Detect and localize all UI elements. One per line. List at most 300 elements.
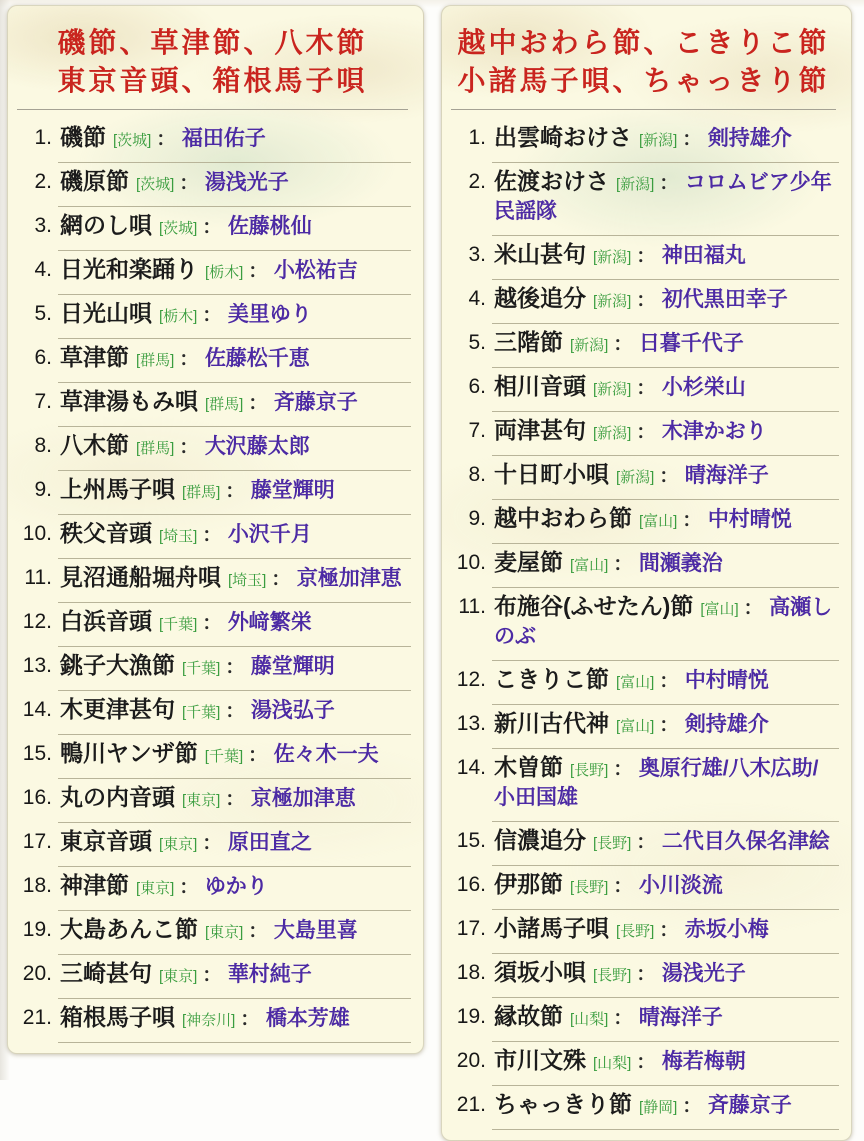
artist-link[interactable]: 赤坂小梅 xyxy=(684,918,769,941)
track-item xyxy=(14,691,411,735)
track-item xyxy=(448,163,839,236)
prefecture-tag: [新潟] xyxy=(616,469,655,486)
colon-separator: ： xyxy=(179,349,199,370)
track-number: 2. xyxy=(468,170,486,193)
colon-separator: ： xyxy=(202,525,222,546)
track-number: 19. xyxy=(22,918,52,941)
artist-link[interactable]: 斉藤京子 xyxy=(273,391,358,414)
track-content xyxy=(58,647,411,691)
song-list-card-left xyxy=(7,5,424,1054)
artist-link[interactable]: 小杉栄山 xyxy=(661,376,746,399)
artist-link[interactable]: 晴海洋子 xyxy=(638,1006,723,1029)
prefecture-tag: [長野] xyxy=(616,923,655,940)
track-title: 日光山唄 xyxy=(60,300,152,326)
prefecture-tag: [千葉] xyxy=(182,704,221,721)
track-item xyxy=(14,339,411,383)
track-content xyxy=(492,910,839,954)
artist-link[interactable]: 藤堂輝明 xyxy=(250,479,335,502)
track-number: 3. xyxy=(468,243,486,266)
track-item xyxy=(448,544,839,588)
colon-separator: ： xyxy=(659,671,679,692)
colon-separator: ： xyxy=(240,1009,260,1030)
track-content xyxy=(58,383,411,427)
track-item xyxy=(448,866,839,910)
prefecture-tag: [新潟] xyxy=(593,425,632,442)
artist-link[interactable]: 湯浅光子 xyxy=(204,171,289,194)
colon-separator: ： xyxy=(636,964,656,985)
prefecture-tag: [群馬] xyxy=(182,484,221,501)
track-number: 6. xyxy=(34,346,52,369)
track-item xyxy=(14,119,411,163)
prefecture-tag: [群馬] xyxy=(205,396,244,413)
artist-link[interactable]: 奥原行雄/八木広助/小田国雄 xyxy=(494,757,819,809)
track-title: 伊那節 xyxy=(494,871,563,897)
artist-link[interactable]: 外﨑繁栄 xyxy=(227,611,312,634)
artist-link[interactable]: 二代目久保名津絵 xyxy=(661,830,830,853)
track-content xyxy=(492,324,839,368)
colon-separator: ： xyxy=(613,554,633,575)
track-title: 縁故節 xyxy=(494,1003,563,1029)
artist-link[interactable]: 小沢千月 xyxy=(227,523,312,546)
track-content xyxy=(492,822,839,866)
artist-link[interactable]: 美里ゆり xyxy=(227,303,312,326)
artist-link[interactable]: 初代黒田幸子 xyxy=(661,288,788,311)
track-item xyxy=(14,955,411,999)
prefecture-tag: [茨城] xyxy=(136,176,175,193)
track-content xyxy=(492,163,839,236)
track-title: 小諸馬子唄 xyxy=(494,915,609,941)
track-title: 越後追分 xyxy=(494,285,586,311)
card-title-line2: 小諸馬子唄、ちゃっきり節 xyxy=(457,65,830,96)
track-title: 新川古代神 xyxy=(494,710,609,736)
track-title: 木更津甚句 xyxy=(60,696,175,722)
track-number: 18. xyxy=(456,961,486,984)
artist-link[interactable]: 間瀬義治 xyxy=(638,552,723,575)
track-title: こきりこ節 xyxy=(494,666,609,692)
track-number: 12. xyxy=(456,668,486,691)
track-content xyxy=(58,471,411,515)
artist-link[interactable]: 高瀬しのぶ xyxy=(494,596,833,648)
track-title: 信濃追分 xyxy=(494,827,586,853)
artist-link[interactable]: 福田佑子 xyxy=(181,127,266,150)
prefecture-tag: [千葉] xyxy=(204,748,244,765)
colon-separator: ： xyxy=(179,877,199,898)
track-number: 21. xyxy=(456,1093,486,1116)
track-title: 市川文殊 xyxy=(494,1047,586,1073)
track-content xyxy=(492,954,839,998)
artist-link[interactable]: ゆかり xyxy=(204,875,268,898)
artist-link[interactable]: 佐々木一夫 xyxy=(273,743,379,766)
colon-separator: ： xyxy=(636,1052,656,1073)
track-title: 上州馬子唄 xyxy=(60,476,175,502)
track-item xyxy=(14,163,411,207)
track-item xyxy=(448,705,839,749)
track-item xyxy=(14,515,411,559)
colon-separator: ： xyxy=(156,129,176,150)
track-item xyxy=(14,911,411,955)
track-item xyxy=(448,998,839,1042)
prefecture-tag: [千葉] xyxy=(159,616,198,633)
track-content xyxy=(492,1086,839,1130)
track-title: 日光和楽踊り xyxy=(60,256,198,282)
card-title-line1: 磯節、草津節、八木節 xyxy=(57,27,368,58)
prefecture-tag: [新潟] xyxy=(593,293,632,310)
track-title: 布施谷(ふせたん)節 xyxy=(494,593,694,619)
track-title: 麦屋節 xyxy=(494,549,563,575)
prefecture-tag: [東京] xyxy=(136,880,175,897)
track-item xyxy=(14,471,411,515)
colon-separator: ： xyxy=(179,173,199,194)
artist-link[interactable]: 佐藤桃仙 xyxy=(227,215,312,238)
track-title: 東京音頭 xyxy=(60,828,152,854)
track-number: 10. xyxy=(456,551,486,574)
song-list-card-right xyxy=(441,5,852,1141)
track-title: 秩父音頭 xyxy=(60,520,152,546)
track-item xyxy=(448,412,839,456)
track-item xyxy=(448,456,839,500)
colon-separator: ： xyxy=(202,833,222,854)
prefecture-tag: [千葉] xyxy=(182,660,221,677)
track-content xyxy=(58,515,411,559)
track-content xyxy=(58,911,411,955)
track-item xyxy=(448,954,839,998)
track-list-left xyxy=(14,119,411,1043)
colon-separator: ： xyxy=(682,510,702,531)
track-item xyxy=(14,647,411,691)
artist-link[interactable]: 晴海洋子 xyxy=(684,464,769,487)
colon-separator: ： xyxy=(613,334,633,355)
track-title: 佐渡おけさ xyxy=(494,168,609,194)
artist-link[interactable]: 梅若梅朝 xyxy=(661,1050,746,1073)
track-number: 14. xyxy=(22,698,52,721)
colon-separator: ： xyxy=(225,701,245,722)
track-number: 1. xyxy=(468,126,486,149)
colon-separator: ： xyxy=(682,1096,702,1117)
prefecture-tag: [新潟] xyxy=(616,176,655,193)
track-content xyxy=(58,823,411,867)
colon-separator: ： xyxy=(613,1008,633,1029)
colon-separator: ： xyxy=(248,745,268,766)
track-number: 7. xyxy=(468,419,486,442)
track-content xyxy=(492,705,839,749)
prefecture-tag: [富山] xyxy=(700,601,739,618)
artist-link[interactable]: 中村晴悦 xyxy=(707,508,792,531)
colon-separator: ： xyxy=(248,261,268,282)
artist-link[interactable]: 橋本芳雄 xyxy=(265,1007,350,1030)
track-content xyxy=(58,691,411,735)
track-content xyxy=(492,588,839,661)
track-item xyxy=(448,280,839,324)
track-number: 5. xyxy=(468,331,486,354)
artist-link[interactable]: 斉藤京子 xyxy=(707,1094,792,1117)
prefecture-tag: [新潟] xyxy=(570,337,609,354)
track-item xyxy=(448,368,839,412)
prefecture-tag: [富山] xyxy=(639,513,678,530)
prefecture-tag: [東京] xyxy=(159,836,198,853)
track-content xyxy=(58,119,411,163)
track-item xyxy=(14,867,411,911)
prefecture-tag: [群馬] xyxy=(136,352,175,369)
track-number: 16. xyxy=(456,873,486,896)
prefecture-tag: [新潟] xyxy=(639,132,678,149)
artist-link[interactable]: 剣持雄介 xyxy=(684,713,769,736)
track-title: 米山甚句 xyxy=(494,241,586,267)
track-item xyxy=(448,1086,839,1130)
colon-separator: ： xyxy=(179,437,199,458)
track-title: 箱根馬子唄 xyxy=(60,1004,175,1030)
artist-link[interactable]: 日暮千代子 xyxy=(638,332,744,355)
colon-separator: ： xyxy=(225,481,245,502)
prefecture-tag: [長野] xyxy=(570,762,609,779)
track-item xyxy=(448,749,839,822)
track-content xyxy=(492,1042,839,1086)
artist-link[interactable]: 木津かおり xyxy=(661,420,767,443)
track-content xyxy=(492,280,839,324)
track-number: 14. xyxy=(456,756,486,779)
track-item xyxy=(14,603,411,647)
artist-link[interactable]: 原田直之 xyxy=(227,831,312,854)
track-content xyxy=(492,119,839,163)
artist-link[interactable]: 小川淡流 xyxy=(638,874,723,897)
colon-separator: ： xyxy=(636,832,656,853)
track-number: 17. xyxy=(22,830,52,853)
track-item xyxy=(448,822,839,866)
track-content xyxy=(492,500,839,544)
artist-link[interactable]: 京極加津恵 xyxy=(296,567,402,590)
track-content xyxy=(58,779,411,823)
track-content xyxy=(58,955,411,999)
prefecture-tag: [群馬] xyxy=(136,440,175,457)
colon-separator: ： xyxy=(613,759,633,780)
track-content xyxy=(58,207,411,251)
track-number: 20. xyxy=(22,962,52,985)
colon-separator: ： xyxy=(636,378,656,399)
artist-link[interactable]: 京極加津恵 xyxy=(250,787,356,810)
track-number: 9. xyxy=(468,507,486,530)
colon-separator: ： xyxy=(682,129,702,150)
title-divider xyxy=(17,109,408,110)
track-number: 2. xyxy=(34,170,52,193)
track-item xyxy=(14,823,411,867)
colon-separator: ： xyxy=(743,598,763,619)
track-number: 19. xyxy=(456,1005,486,1028)
prefecture-tag: [栃木] xyxy=(205,264,244,281)
prefecture-tag: [茨城] xyxy=(159,220,198,237)
track-title: 銚子大漁節 xyxy=(60,652,175,678)
track-content xyxy=(492,866,839,910)
prefecture-tag: [栃木] xyxy=(159,308,198,325)
prefecture-tag: [長野] xyxy=(570,879,609,896)
track-number: 17. xyxy=(456,917,486,940)
track-content xyxy=(492,236,839,280)
colon-separator: ： xyxy=(636,246,656,267)
track-item xyxy=(14,383,411,427)
track-content xyxy=(492,368,839,412)
artist-link[interactable]: 湯浅光子 xyxy=(661,962,746,985)
track-item xyxy=(448,236,839,280)
artist-link[interactable]: 剣持雄介 xyxy=(707,127,792,150)
track-number: 20. xyxy=(456,1049,486,1072)
track-title: 両津甚句 xyxy=(494,417,586,443)
card-title-left xyxy=(14,24,411,100)
track-number: 12. xyxy=(22,610,52,633)
track-title: 木曽節 xyxy=(494,754,563,780)
track-title: 見沼通船堀舟唄 xyxy=(60,564,221,590)
track-number: 13. xyxy=(22,654,52,677)
track-title: 草津湯もみ唄 xyxy=(60,388,198,414)
track-title: 越中おわら節 xyxy=(494,505,632,531)
track-number: 15. xyxy=(22,742,52,765)
colon-separator: ： xyxy=(202,217,222,238)
track-number: 11. xyxy=(24,566,52,589)
track-title: ちゃっきり節 xyxy=(494,1091,632,1117)
prefecture-tag: [長野] xyxy=(593,967,632,984)
artist-link[interactable]: 小松祐吉 xyxy=(273,259,358,282)
colon-separator: ： xyxy=(659,173,679,194)
prefecture-tag: [神奈川] xyxy=(182,1012,236,1029)
artist-link[interactable]: 湯浅弘子 xyxy=(250,699,335,722)
track-number: 21. xyxy=(22,1006,52,1029)
track-content xyxy=(58,339,411,383)
track-number: 18. xyxy=(22,874,52,897)
track-number: 3. xyxy=(34,214,52,237)
track-title: 相川音頭 xyxy=(494,373,586,399)
track-number: 1. xyxy=(34,126,52,149)
track-content xyxy=(492,661,839,705)
track-title: 丸の内音頭 xyxy=(60,784,175,810)
colon-separator: ： xyxy=(659,920,679,941)
prefecture-tag: [静岡] xyxy=(639,1099,678,1116)
artist-link[interactable]: 佐藤松千恵 xyxy=(204,347,310,370)
track-content xyxy=(492,412,839,456)
artist-link[interactable]: 大沢藤太郎 xyxy=(204,435,310,458)
track-item xyxy=(14,295,411,339)
track-content xyxy=(58,867,411,911)
colon-separator: ： xyxy=(659,715,679,736)
prefecture-tag: [富山] xyxy=(570,557,609,574)
colon-separator: ： xyxy=(271,569,291,590)
track-content xyxy=(58,559,411,603)
track-title: 大島あんこ節 xyxy=(60,916,198,942)
colon-separator: ： xyxy=(636,422,656,443)
track-content xyxy=(58,427,411,471)
prefecture-tag: [東京] xyxy=(205,924,244,941)
track-item xyxy=(448,500,839,544)
artist-link[interactable]: 大島里喜 xyxy=(273,919,358,942)
track-content xyxy=(492,544,839,588)
track-title: 出雲崎おけさ xyxy=(494,124,632,150)
track-content xyxy=(492,456,839,500)
colon-separator: ： xyxy=(659,466,679,487)
track-title: 十日町小唄 xyxy=(494,461,609,487)
prefecture-tag: [山梨] xyxy=(570,1011,609,1028)
track-title: 白浜音頭 xyxy=(60,608,152,634)
track-content xyxy=(492,749,839,822)
track-title: 鴨川ヤンザ節 xyxy=(60,740,198,766)
track-number: 7. xyxy=(34,390,52,413)
track-number: 6. xyxy=(468,375,486,398)
track-item xyxy=(14,735,411,779)
track-item xyxy=(14,779,411,823)
colon-separator: ： xyxy=(613,876,633,897)
track-number: 4. xyxy=(34,258,52,281)
track-content xyxy=(492,998,839,1042)
track-item xyxy=(448,324,839,368)
track-number: 5. xyxy=(34,302,52,325)
track-content xyxy=(58,163,411,207)
colon-separator: ： xyxy=(636,290,656,311)
prefecture-tag: [富山] xyxy=(616,674,655,691)
track-item xyxy=(14,251,411,295)
track-title: 神津節 xyxy=(60,872,129,898)
colon-separator: ： xyxy=(225,657,245,678)
artist-link[interactable]: コロムビア少年民謡隊 xyxy=(494,171,832,223)
track-content xyxy=(58,603,411,647)
colon-separator: ： xyxy=(202,613,222,634)
prefecture-tag: [山梨] xyxy=(593,1055,632,1072)
prefecture-tag: [長野] xyxy=(593,835,632,852)
track-item xyxy=(14,427,411,471)
track-title: 三崎甚句 xyxy=(60,960,152,986)
prefecture-tag: [新潟] xyxy=(593,381,632,398)
artist-link[interactable]: 藤堂輝明 xyxy=(250,655,335,678)
track-number: 9. xyxy=(34,478,52,501)
track-number: 8. xyxy=(468,463,486,486)
track-title: 網のし唄 xyxy=(60,212,152,238)
track-item xyxy=(448,910,839,954)
prefecture-tag: [富山] xyxy=(616,718,655,735)
colon-separator: ： xyxy=(248,921,268,942)
track-number: 8. xyxy=(34,434,52,457)
prefecture-tag: [東京] xyxy=(182,792,221,809)
track-title: 磯原節 xyxy=(60,168,129,194)
track-item xyxy=(448,1042,839,1086)
track-list-right xyxy=(448,119,839,1130)
track-title: 三階節 xyxy=(494,329,563,355)
track-number: 10. xyxy=(22,522,52,545)
card-title-line1: 越中おわら節、こきりこ節 xyxy=(457,27,830,58)
artist-link[interactable]: 神田福丸 xyxy=(661,244,746,267)
prefecture-tag: [茨城] xyxy=(113,132,152,149)
track-title: 須坂小唄 xyxy=(494,959,586,985)
prefecture-tag: [新潟] xyxy=(593,249,632,266)
track-title: 草津節 xyxy=(60,344,129,370)
prefecture-tag: [東京] xyxy=(159,968,198,985)
prefecture-tag: [埼玉] xyxy=(228,572,267,589)
track-number: 16. xyxy=(22,786,52,809)
track-item xyxy=(14,207,411,251)
card-title-line2: 東京音頭、箱根馬子唄 xyxy=(57,65,368,96)
track-number: 15. xyxy=(456,829,486,852)
colon-separator: ： xyxy=(225,789,245,810)
colon-separator: ： xyxy=(248,393,268,414)
track-item xyxy=(448,661,839,705)
track-content xyxy=(58,735,411,779)
track-item xyxy=(14,999,411,1043)
track-content xyxy=(58,251,411,295)
track-number: 11. xyxy=(458,595,486,618)
artist-link[interactable]: 中村晴悦 xyxy=(684,669,769,692)
track-title: 八木節 xyxy=(60,432,129,458)
prefecture-tag: [埼玉] xyxy=(159,528,198,545)
artist-link[interactable]: 華村純子 xyxy=(227,963,312,986)
colon-separator: ： xyxy=(202,305,222,326)
card-title-right xyxy=(448,24,839,100)
track-item xyxy=(14,559,411,603)
title-divider xyxy=(451,109,836,110)
track-number: 4. xyxy=(468,287,486,310)
track-number: 13. xyxy=(456,712,486,735)
